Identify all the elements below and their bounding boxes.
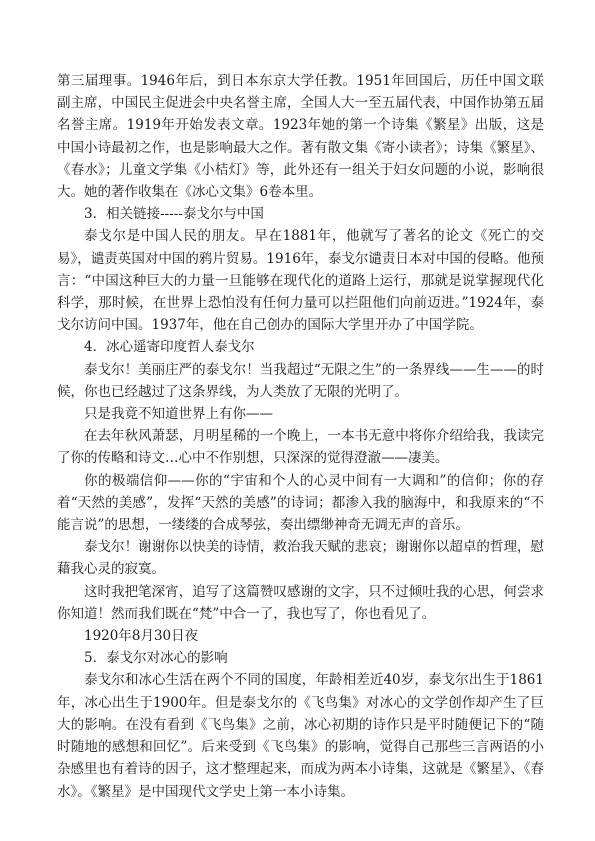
paragraph-letter-thanks: 泰戈尔！谢谢你以快美的诗情，救治我天赋的悲哀；谢谢你以超卓的哲理，慰藉我心灵的寂寞。 — [57, 539, 544, 578]
section-heading-5: 5．泰戈尔对冰心的影响 — [84, 650, 228, 667]
paragraph-tagore-influence: 泰戈尔和冰心生活在两个不同的国度，年龄相差近40岁，泰戈尔出生于1861年，冰心出生于1900年。但是泰戈尔的《飞鸟集》对冰心的文学创作却产生了巨大的影响。在没有看到《飞鸟集》之前，冰心初期的诗作只是平时随便记下的“随时随地的感想和回忆”。后来受到《飞鸟集》的影响，觉得自己那些三言两语的小杂感里也有着诗的因子，这才整理起来，而成为两本小诗集，这就是《繁星》、《春水》。《繁星》是中国现代文学史上第一本小诗集。 — [57, 672, 544, 800]
paragraph-letter-line: 只是我竟不知道世界上有你—— — [84, 406, 273, 423]
section-heading-4: 4．冰心遥寄印度哲人泰戈尔 — [84, 339, 255, 356]
paragraph-intro-continued: 第三届理事。1946年后，到日本东京大学任教。1951年回国后，历任中国文联副主席，中国民主促进会中央名誉主席，全国人大一至五届代表，中国作协第五届名誉主席。1919年开始发表文章。1923年她的第一个诗集《繁星》出版，这是中国小诗最初之作，也是影响最大之作。著有散文集《寄小读者》；诗集《繁星》、《春水》；儿童文学集《小桔灯》等，此外还有一组关于妇女问题的小说，影响很大。她的著作收集在《冰心文集》6卷本里。 — [57, 73, 544, 201]
paragraph-letter-autumn: 在去年秋风萧瑟，月明星稀的一个晚上，一本书无意中将你介绍给我，我读完了你的传略和诗文…心中不作别想，只深深的觉得澄澈——凄美。 — [57, 428, 544, 467]
document-page — [57, 70, 544, 803]
paragraph-tagore-and-china: 泰戈尔是中国人民的朋友。早在1881年，他就写了著名的论文《死亡的交易》，谴责英国对中国的鸦片贸易。1916年，泰戈尔谴责日本对中国的侵略。他预言：“中国这种巨大的力量一旦能够在现代化的道路上运行，那就是说掌握现代化科学，那时候，在世界上恐怕没有任何力量可以拦阻他们向前迈进。”1924年，泰戈尔访问中国。1937年，他在自己创办的国际大学里开办了中国学院。 — [57, 228, 544, 334]
letter-date: 1920年8月30日夜 — [84, 628, 199, 645]
paragraph-letter-belief: 你的极端信仰——你的“宇宙和个人的心灵中间有一大调和”的信仰；你的存着“天然的美感”，发挥“天然的美感”的诗词；都渗入我的脑海中，和我原来的“不能言说”的思想，一缕缕的合成琴弦，奏出缥缈神奇无调无声的音乐。 — [57, 472, 544, 534]
section-heading-3: 3．相关链接-----泰戈尔与中国 — [84, 206, 264, 223]
paragraph-letter-opening: 泰戈尔！美丽庄严的泰戈尔！当我超过“无限之生”的一条界线——生——的时候，你也已经越过了这条界线，为人类放了无限的光明了。 — [57, 361, 544, 400]
paragraph-letter-closing: 这时我把笔深宵，追写了这篇赞叹感谢的文字，只不过倾吐我的心思，何尝求你知道！然而我们既在“梵”中合一了，我也写了，你也看见了。 — [57, 583, 544, 622]
